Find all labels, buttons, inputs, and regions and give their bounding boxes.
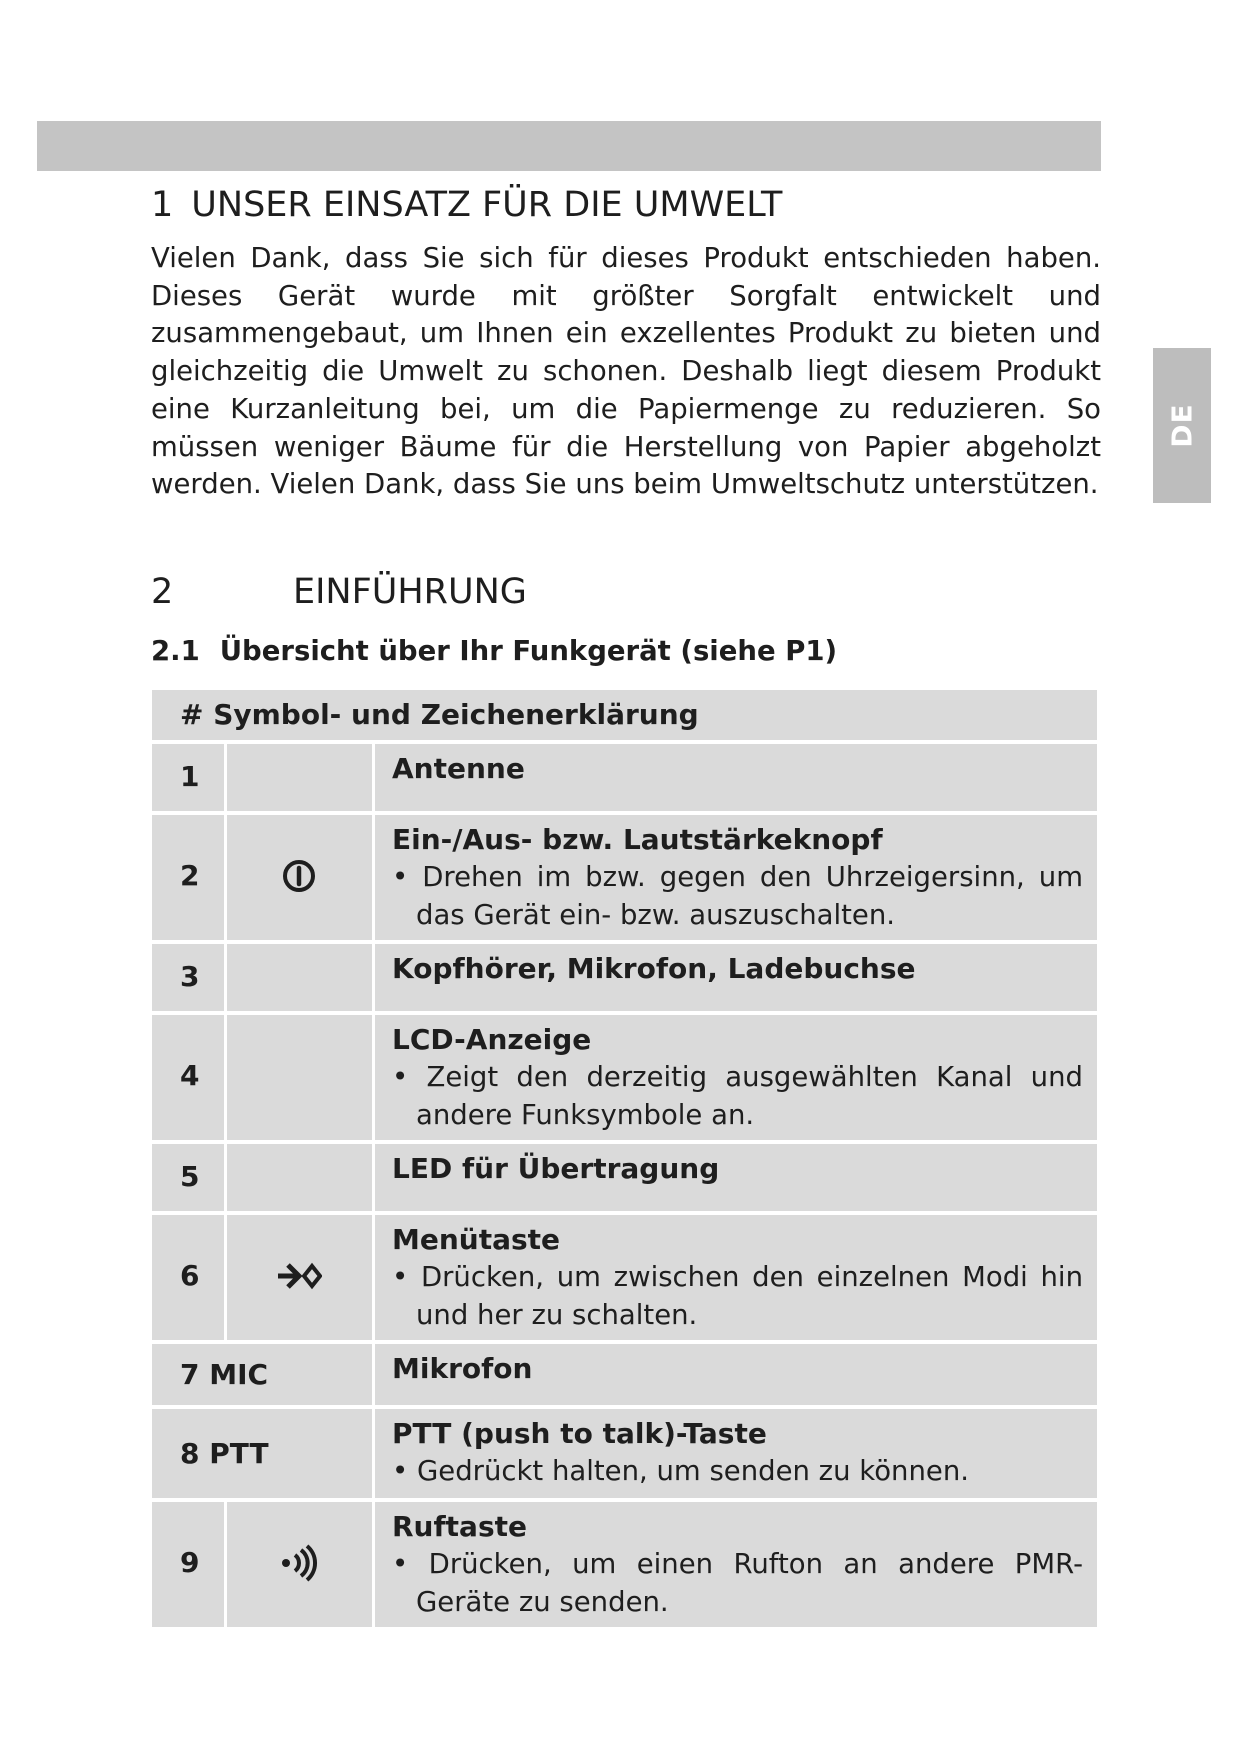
- table-row: [152, 744, 1097, 811]
- row-bullet-text: Zeigt den derzeitig ausgewählten Kanal und andere Funksymbole an.: [416, 1061, 1083, 1131]
- row-icon-cell: [227, 1015, 372, 1140]
- row-description-cell: [375, 815, 1097, 940]
- section-2-title: EINFÜHRUNG: [293, 572, 527, 612]
- row-description-cell: [375, 1344, 1097, 1405]
- section-2-1-number: 2.1: [151, 635, 200, 667]
- row-bullet: • Drücken, um zwischen den einzelnen Modi hin und her zu schalten.: [392, 1261, 1083, 1331]
- row-number: 4: [180, 1059, 200, 1092]
- row-bullet: • Gedrückt halten, um senden zu können.: [392, 1455, 969, 1487]
- row-number-cell: [152, 1215, 224, 1340]
- row-icon-cell: [227, 944, 372, 1011]
- row-number: 8 PTT: [180, 1437, 269, 1470]
- section-1-title: UNSER EINSATZ FÜR DIE UMWELT: [191, 185, 783, 225]
- table-row: [152, 944, 1097, 1011]
- row-title: PTT (push to talk)-Taste: [392, 1417, 767, 1450]
- row-number: 1: [180, 760, 200, 793]
- row-bullet: • Zeigt den derzeitig ausgewählten Kanal und andere Funksymbole an.: [392, 1061, 1083, 1131]
- row-title: LED für Übertragung: [392, 1152, 720, 1185]
- row-description-cell: [375, 1215, 1097, 1340]
- row-number: 5: [180, 1160, 200, 1193]
- row-number-cell: [152, 1344, 372, 1405]
- row-number-cell: [152, 1144, 224, 1211]
- table-header-label: # Symbol- und Zeichenerklärung: [180, 698, 699, 731]
- row-bullet-text: Drehen im bzw. gegen den Uhrzeigersinn, um das Gerät ein- bzw. auszuschalten.: [416, 861, 1083, 931]
- row-number-cell: [152, 944, 224, 1011]
- row-icon-cell: [227, 744, 372, 811]
- row-icon-cell: [227, 815, 372, 940]
- row-bullet-text: Drücken, um zwischen den einzelnen Modi hin und her zu schalten.: [416, 1261, 1083, 1331]
- section-1-heading: [151, 185, 782, 225]
- table-row: [152, 1502, 1097, 1627]
- call-signal-icon: [275, 1543, 323, 1583]
- row-number: 3: [180, 960, 200, 993]
- section-2-number: 2: [151, 572, 174, 612]
- language-tab-label: DE: [1165, 403, 1199, 448]
- row-bullet-text: Drücken, um einen Rufton an andere PMR-Geräte zu senden.: [416, 1548, 1084, 1618]
- row-description-cell: [375, 1409, 1097, 1498]
- row-title: Ruftaste: [392, 1510, 527, 1543]
- row-number-cell: [152, 1502, 224, 1627]
- section-2-heading: [151, 572, 527, 612]
- table-row: [152, 815, 1097, 940]
- table-row: [152, 1409, 1097, 1498]
- row-title: Ein-/Aus- bzw. Lautstärkeknopf: [392, 823, 883, 856]
- row-description-cell: [375, 744, 1097, 811]
- row-icon-cell: [227, 1502, 372, 1627]
- section-2-1-heading: [151, 635, 837, 667]
- row-number-cell: [152, 815, 224, 940]
- row-title: Kopfhörer, Mikrofon, Ladebuchse: [392, 952, 916, 985]
- row-number: 7 MIC: [180, 1358, 269, 1391]
- row-title: LCD-Anzeige: [392, 1023, 592, 1056]
- row-title: Menütaste: [392, 1223, 561, 1256]
- section-1-body: Vielen Dank, dass Sie sich für dieses Produkt entschieden haben. Dieses Gerät wurde mit größter Sorgfalt entwickelt und zusammengebaut, um Ihnen ein exzellentes Produkt zu bieten und gleichzeitig die Umwelt zu schonen. Deshalb liegt diesem Produkt eine Kurzanleitung bei, um die Papiermenge zu reduzieren. So müssen weniger Bäume für die Herstellung von Papier abgeholzt werden. Vielen Dank, dass Sie uns beim Umweltschutz unterstützen.: [151, 242, 1101, 501]
- table-header-cell: [152, 690, 1097, 740]
- row-title: Antenne: [392, 752, 525, 785]
- header-bar: [37, 121, 1101, 171]
- table-header-row: [152, 690, 1097, 740]
- section-2-1-title: Übersicht über Ihr Funkgerät (siehe P1): [219, 635, 838, 667]
- row-title: Mikrofon: [392, 1352, 533, 1385]
- menu-arrow-icon: [275, 1256, 323, 1296]
- table-row: [152, 1344, 1097, 1405]
- power-icon: [275, 856, 323, 896]
- row-number: 9: [180, 1546, 200, 1579]
- row-number-cell: [152, 1409, 372, 1498]
- table-row: [152, 1015, 1097, 1140]
- row-icon-cell: [227, 1215, 372, 1340]
- row-description-cell: [375, 1144, 1097, 1211]
- section-1-number: 1: [151, 185, 174, 225]
- row-bullet-text: Gedrückt halten, um senden zu können.: [416, 1455, 969, 1487]
- row-bullet: • Drehen im bzw. gegen den Uhrzeigersinn, um das Gerät ein- bzw. auszuschalten.: [392, 861, 1083, 931]
- language-tab: [1153, 348, 1211, 503]
- row-number: 6: [180, 1259, 200, 1292]
- row-description-cell: [375, 1502, 1097, 1627]
- row-number-cell: [152, 744, 224, 811]
- row-number-cell: [152, 1015, 224, 1140]
- row-description-cell: [375, 1015, 1097, 1140]
- row-icon-cell: [227, 1144, 372, 1211]
- row-description-cell: [375, 944, 1097, 1011]
- table-row: [152, 1215, 1097, 1340]
- row-number: 2: [180, 859, 200, 892]
- row-bullet: • Drücken, um einen Rufton an andere PMR-Geräte zu senden.: [392, 1548, 1084, 1618]
- table-row: [152, 1144, 1097, 1211]
